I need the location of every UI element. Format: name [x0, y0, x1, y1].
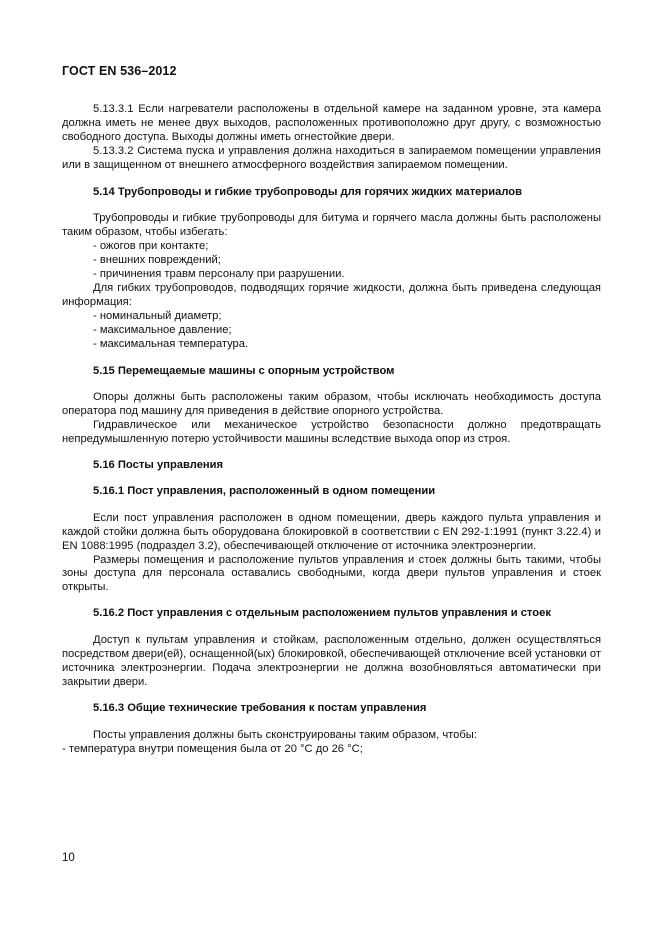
paragraph-5-13-3-2: 5.13.3.2 Система пуска и управления должна находиться в запираемом помещении управления или в защищенном от внешнего атмосферного воздействия запираемом помещении. — [62, 144, 601, 171]
heading-5-16-3: 5.16.3 Общие технические требования к постам управления — [93, 701, 427, 714]
paragraph-5-16-2-1: Доступ к пультам управления и стойкам, расположенным отдельно, должен осуществляться посредством двери(ей), оснащенной(ых) блокировкой, обеспечивающей отключение всей установки от источника электроэнергии. Подача электроэнергии не должна возобновляться автоматически при закрытии двери. — [62, 634, 601, 688]
document-header: ГОСТ EN 536–2012 — [62, 64, 177, 78]
paragraph-5-16-1-1: Если пост управления расположен в одном помещении, дверь каждого пульта управления и каждой стойки должна быть оборудована блокировкой в соответствии с EN 292-1:1991 (пункт 3.22.4) и EN 1088:1995 (подраздел 3.2), обеспечивающей отключение от источника электроэнергии. — [62, 511, 601, 552]
page-number: 10 — [62, 852, 75, 864]
heading-5-15: 5.15 Перемещаемые машины с опорным устройством — [93, 364, 395, 377]
list-item: - внешних повреждений; — [93, 254, 221, 267]
document-body — [62, 103, 601, 757]
paragraph-5-16-3-1: Посты управления должны быть сконструированы таким образом, чтобы: — [93, 728, 477, 741]
heading-5-16-2: 5.16.2 Пост управления с отдельным расположением пультов управления и стоек — [93, 607, 551, 620]
paragraph-5-13-3-1: 5.13.3.1 Если нагреватели расположены в отдельной камере на заданном уровне, эта камера должна иметь не менее двух выходов, расположенных противоположно друг другу, с возможностью свободного доступа. Выходы должны иметь огнестойкие двери. — [62, 103, 601, 143]
list-item: - температура внутри помещения была от 20 °С до 26 °С; — [62, 742, 363, 755]
paragraph-5-15-1: Опоры должны быть расположены таким образом, чтобы исключать необходимость доступа оператора под машину для приведения в действие опорного устройства. — [62, 391, 601, 418]
heading-5-14: 5.14 Трубопроводы и гибкие трубопроводы для горячих жидких материалов — [93, 185, 523, 198]
heading-5-16-1: 5.16.1 Пост управления, расположенный в одном помещении — [93, 484, 436, 497]
paragraph-5-14-intro: Трубопроводы и гибкие трубопроводы для битума и горячего масла должны быть расположены таким образом, чтобы избегать: — [62, 212, 601, 239]
heading-5-16: 5.16 Посты управления — [93, 459, 224, 472]
list-item: - ожогов при контакте; — [93, 240, 209, 253]
list-item: - причинения травм персоналу при разрушении. — [93, 268, 345, 281]
list-item: - максимальное давление; — [93, 323, 232, 336]
list-item: - номинальный диаметр; — [93, 309, 222, 322]
paragraph-5-16-1-2: Размеры помещения и расположение пультов управления и стоек должны быть такими, чтобы зоны доступа для персонала оставались свободными, когда двери пультов управления и стоек открыты. — [62, 553, 601, 594]
paragraph-5-14-intro2: Для гибких трубопроводов, подводящих горячие жидкости, должна быть приведена следующая информация: — [62, 281, 601, 308]
list-item: - максимальная температура. — [93, 337, 249, 350]
paragraph-5-15-2: Гидравлическое или механическое устройство безопасности должно предотвращать непредумышленную потерю устойчивости машины вследствие выхода опор из строя. — [62, 419, 601, 446]
